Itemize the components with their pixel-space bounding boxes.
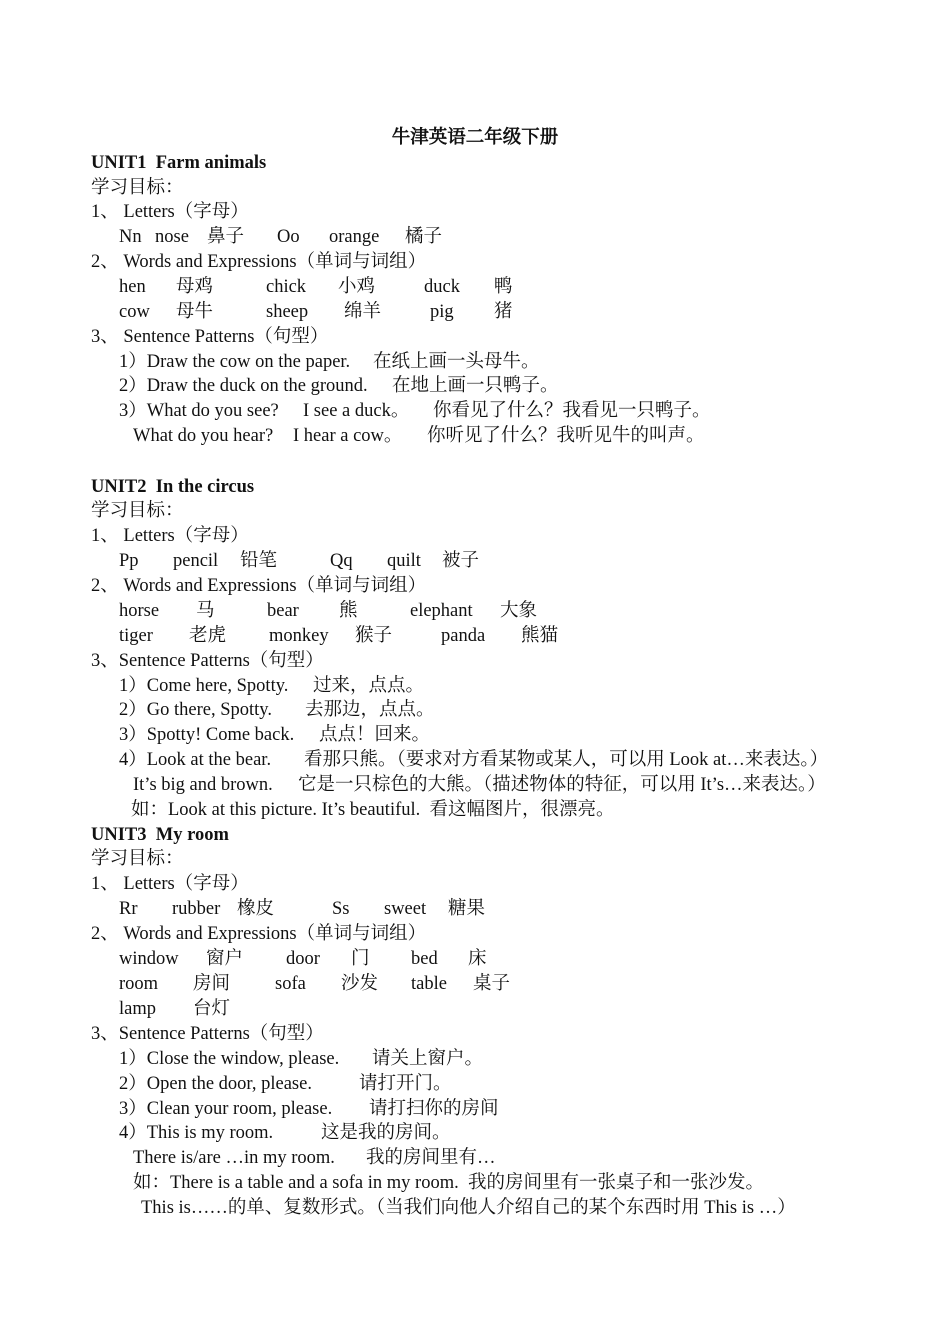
unit3-sentence-3: 3）Clean your room, please. 请打扫你的房间 [119,1099,499,1119]
unit1-words-row2: cow 母牛 sheep 绵羊 pig 猪 [119,302,513,322]
unit1-letters-label: 1、 Letters（字母） [91,202,249,222]
unit2-sentences-label: 3、Sentence Patterns（句型） [91,651,324,671]
unit3-letters-row: Rr rubber 橡皮 Ss sweet 糖果 [119,899,486,919]
unit3-sentence-4: 4）This is my room. 这是我的房间。 [119,1123,451,1143]
unit2-sentence-1: 1）Come here, Spotty. 过来，点点。 [119,676,425,696]
unit2-words-label: 2、 Words and Expressions（单词与词组） [91,576,427,596]
unit3-words-row1: window 窗户 door 门 bed 床 [119,949,487,969]
unit1-sentence-3: 3）What do you see? I see a duck。 你看见了什么？我看见一只鸭子。 [119,401,711,421]
unit1-goal: 学习目标： [91,178,184,198]
unit2-letters-label: 1、 Letters（字母） [91,526,249,546]
unit2-words-row1: horse 马 bear 熊 elephant 大象 [119,601,538,621]
unit2-sentence-2: 2）Go there, Spotty. 去那边，点点。 [119,700,435,720]
unit3-words-label: 2、 Words and Expressions（单词与词组） [91,924,427,944]
unit3-heading: UNIT3 My room [91,825,229,845]
unit1-sentence-1: 1）Draw the cow on the paper. 在纸上画一头母牛。 [119,352,540,372]
unit2-sentence-6: 如：Look at this picture. It’s beautiful. 看这幅图片，很漂亮。 [131,800,615,820]
unit3-sentence-5: There is/are …in my room. 我的房间里有… [133,1148,496,1168]
unit2-sentence-5: It’s big and brown. 它是一只棕色的大熊。（描述物体的特征，可以用 It’s…来表达。） [133,775,826,795]
unit3-sentence-2: 2）Open the door, please. 请打开门。 [119,1074,452,1094]
unit3-letters-label: 1、 Letters（字母） [91,874,249,894]
unit3-sentence-1: 1）Close the window, please. 请关上窗户。 [119,1049,484,1069]
unit3-sentences-label: 3、Sentence Patterns（句型） [91,1024,324,1044]
unit2-sentence-3: 3）Spotty! Come back. 点点！回来。 [119,725,431,745]
unit1-sentence-4: What do you hear? I hear a cow。 你听见了什么？我听见牛的叫声。 [133,426,705,446]
unit3-sentence-7: This is……的单、复数形式。（当我们向他人介绍自己的某个东西时用 This is …） [141,1198,796,1218]
unit1-sentences-label: 3、 Sentence Patterns（句型） [91,327,329,347]
unit3-goal: 学习目标： [91,849,184,869]
unit2-goal: 学习目标： [91,501,184,521]
unit2-letters-row: Pp pencil 铅笔 Qq quilt 被子 [119,551,480,571]
unit1-words-label: 2、 Words and Expressions（单词与词组） [91,252,427,272]
unit3-words-row3: lamp 台灯 [119,999,231,1019]
unit2-words-row2: tiger 老虎 monkey 猴子 panda 熊猫 [119,626,559,646]
unit1-letters-row: Nn nose 鼻子 Oo orange 橘子 [119,227,443,247]
unit3-words-row2: room 房间 sofa 沙发 table 桌子 [119,974,511,994]
unit1-words-row1: hen 母鸡 chick 小鸡 duck 鸭 [119,277,513,297]
unit2-heading: UNIT2 In the circus [91,477,255,497]
unit2-sentence-4: 4）Look at the bear. 看那只熊。（要求对方看某物或某人，可以用 Look at…来表达。） [119,750,829,770]
unit3-sentence-6: 如：There is a table and a sofa in my room. 我的房间里有一张桌子和一张沙发。 [133,1173,764,1193]
unit1-sentence-2: 2）Draw the duck on the ground. 在地上画一只鸭子。 [119,376,559,396]
unit1-heading: UNIT1 Farm animals [91,153,267,173]
page-title: 牛津英语二年级下册 [391,128,559,148]
